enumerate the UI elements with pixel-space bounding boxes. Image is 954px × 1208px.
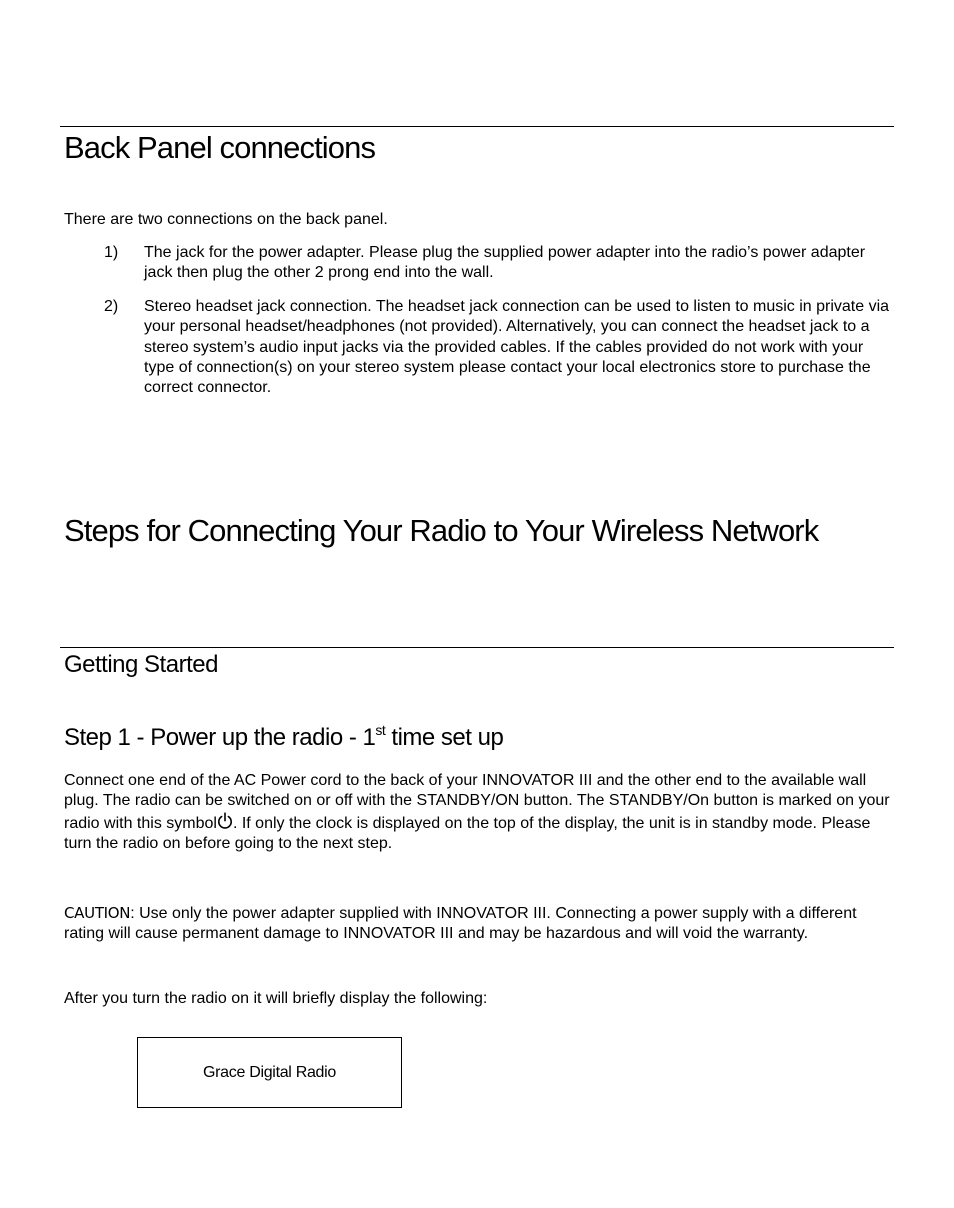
radio-display-text: Grace Digital Radio: [202, 1063, 337, 1081]
steps-heading: Steps for Connecting Your Radio to Your Wireless Network: [64, 513, 819, 548]
list-item-text: The jack for the power adapter. Please plug the supplied power adapter into the radio’s power adapter jack then plug the other 2 prong end into the wall.: [144, 244, 866, 282]
list-item: [104, 243, 894, 284]
radio-display-box: [137, 1037, 402, 1108]
caution-text: : Use only the power adapter supplied with INNOVATOR III. Connecting a power supply with a different rating will cause permanent damage to INNOVATOR III and may be hazardous and will void the warranty.: [64, 905, 857, 943]
step1-heading-tail: time set up: [385, 724, 504, 751]
list-item-text: Stereo headset jack connection. The headset jack connection can be used to listen to music in private via your personal headset/headphones (not provided). Alternatively, you can connect the headset jack to a stereo system’s audio input jacks via the provided cables. If the cables provided do not work with your type of connection(s) on your stereo system please contact your local electronics store to purchase the correct connector.: [144, 298, 890, 397]
back-panel-heading: Back Panel connections: [64, 130, 376, 165]
list-item-number: 1): [104, 244, 119, 261]
getting-started-heading: Getting Started: [64, 651, 218, 678]
caution-paragraph: [64, 903, 894, 945]
section-divider: [60, 647, 894, 648]
power-icon: [217, 812, 233, 830]
step1-heading: [64, 723, 503, 753]
step1-paragraph: [64, 771, 894, 854]
list-item: [104, 297, 894, 398]
step1-paragraph-part1: Connect one end of the AC Power cord to the back of your INNOVATOR III and the other end to the available wall plug. The radio can be switched on or off with the STANDBY/ON button. The STANDBY/On button is marked on your radio with this symbol: [64, 772, 890, 832]
list-item-number: 2): [104, 298, 119, 315]
after-power-text: After you turn the radio on it will briefly display the following:: [64, 990, 488, 1007]
step1-paragraph-part2: . If only the clock is displayed on the top of the display, the unit is in standby mode. Please turn the radio on before going to the next step.: [64, 814, 871, 852]
caution-label: CAUTION: [64, 904, 131, 922]
step1-heading-sup: st: [375, 722, 386, 738]
step1-heading-main: Step 1 - Power up the radio - 1: [64, 724, 376, 751]
back-panel-intro: There are two connections on the back panel.: [64, 211, 388, 228]
